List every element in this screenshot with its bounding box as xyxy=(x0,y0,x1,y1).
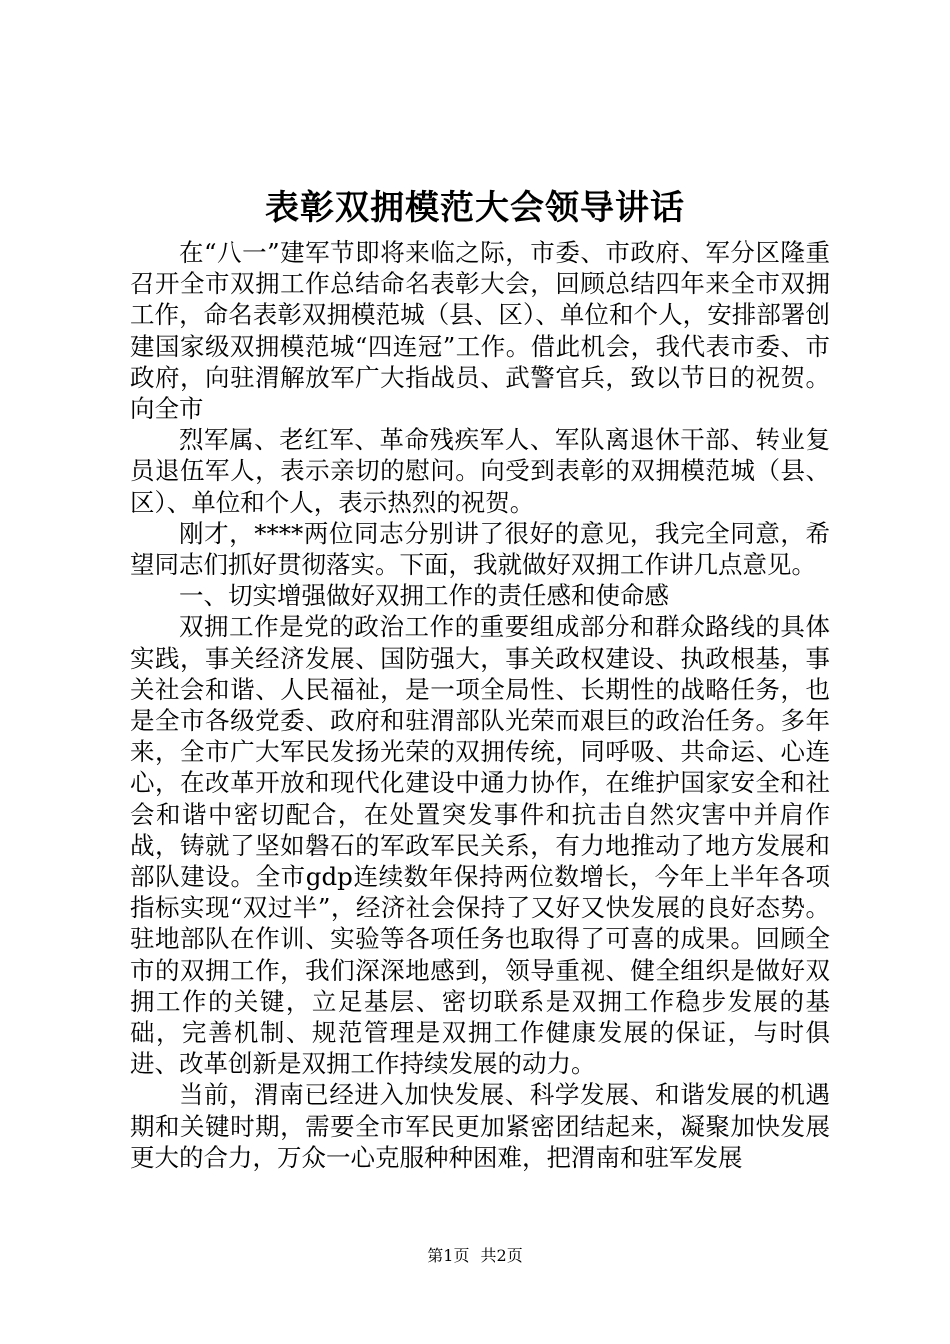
paragraph-4: 双拥工作是党的政治工作的重要组成部分和群众路线的具体实践，事关经济发展、国防强大，事关政权建设、执政根基，事关社会和谐、人民福祉，是一项全局性、长期性的战略任务，也是全市各级党委、政府和驻渭部队光荣而艰巨的政治任务。多年来，全市广大军民发扬光荣的双拥传统，同呼吸、共命运、心连心，在改革开放和现代化建设中通力协作，在维护国家安全和社会和谐中密切配合，在处置突发事件和抗击自然灾害中并肩作战，铸就了坚如磐石的军政军民关系，有力地推动了地方发展和部队建设。全市gdp连续数年保持两位数增长，今年上半年各项指标实现“双过半”，经济社会保持了又好又快发展的良好态势。驻地部队在作训、实验等各项任务也取得了可喜的成果。回顾全市的双拥工作，我们深深地感到，领导重视、健全组织是做好双拥工作的关键，立足基层、密切联系是双拥工作稳步发展的基础，完善机制、规范管理是双拥工作健康发展的保证，与时俱进、改革创新是双拥工作持续发展的动力。 xyxy=(130,612,830,1079)
page-number-total: 共2页 xyxy=(480,1246,523,1265)
page-number-current: 第1页 xyxy=(427,1246,470,1265)
document-title: 表彰双拥模范大会领导讲话 xyxy=(265,188,685,228)
paragraph-1: 在“八一”建军节即将来临之际，市委、市政府、军分区隆重召开全市双拥工作总结命名表彰大会，回顾总结四年来全市双拥工作，命名表彰双拥模范城（县、区）、单位和个人，安排部署创建国家级双拥模范城“四连冠”工作。借此机会，我代表市委、市政府，向驻渭解放军广大指战员、武警官兵，致以节日的祝贺。向全市 xyxy=(130,238,830,424)
section-heading-1: 一、切实增强做好双拥工作的责任感和使命感 xyxy=(179,581,669,611)
paragraph-2: 烈军属、老红军、革命残疾军人、军队离退休干部、转业复员退伍军人，表示亲切的慰问。向受到表彰的双拥模范城（县、区）、单位和个人，表示热烈的祝贺。 xyxy=(130,425,830,517)
document-body xyxy=(130,237,830,1173)
paragraph-3: 刚才，****两位同志分别讲了很好的意见，我完全同意，希望同志们抓好贯彻落实。下面，我就做好双拥工作讲几点意见。 xyxy=(130,518,830,580)
page-footer xyxy=(0,1245,950,1267)
paragraph-5: 当前，渭南已经进入加快发展、科学发展、和谐发展的机遇期和关键时期，需要全市军民更加紧密团结起来，凝聚加快发展更大的合力，万众一心克服种种困难，把渭南和驻军发展 xyxy=(130,1080,830,1172)
